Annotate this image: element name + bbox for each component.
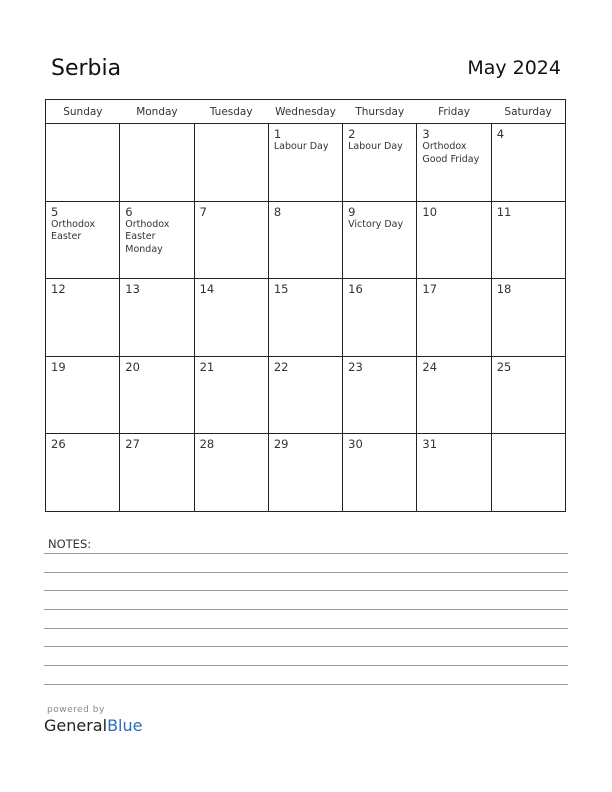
day-number: 20	[125, 359, 140, 374]
brand-blue: Blue	[107, 716, 143, 735]
calendar-day-cell	[46, 201, 120, 279]
calendar-day-cell	[343, 434, 417, 512]
calendar-day-cell	[268, 279, 342, 357]
note-line	[44, 646, 568, 647]
holiday-label: Orthodox Easter Monday	[125, 218, 170, 255]
calendar-week-row	[46, 356, 566, 434]
calendar-grid	[45, 99, 566, 512]
day-number: 23	[348, 359, 363, 374]
weekday-header-row	[46, 100, 566, 124]
calendar-day-cell	[343, 201, 417, 279]
day-number: 27	[125, 437, 140, 452]
holiday-label: Orthodox Good Friday	[422, 141, 480, 165]
powered-by-text: powered by	[47, 705, 105, 715]
day-number: 22	[273, 359, 289, 374]
calendar-day-cell	[268, 356, 342, 434]
day-number: 30	[348, 437, 363, 452]
calendar-day-cell	[417, 201, 491, 279]
day-number: 18	[496, 282, 512, 297]
generalblue-logo	[44, 716, 142, 735]
day-number: 6	[125, 204, 133, 219]
day-number: 14	[199, 282, 215, 297]
weekday-sunday: Sunday	[46, 100, 120, 124]
day-number: 7	[199, 204, 207, 219]
calendar-day-cell	[120, 279, 194, 357]
calendar-day-cell	[417, 124, 491, 202]
note-line	[44, 609, 568, 610]
calendar-day-cell	[268, 201, 342, 279]
calendar-day-cell	[343, 124, 417, 202]
day-number: 8	[273, 204, 282, 219]
weekday-tuesday: Tuesday	[194, 100, 268, 124]
weekday-friday: Friday	[417, 100, 491, 124]
calendar-day-cell	[491, 279, 565, 357]
day-number: 3	[422, 127, 430, 141]
calendar-day-cell	[417, 434, 491, 512]
day-number: 31	[422, 437, 438, 452]
note-line	[44, 553, 568, 554]
calendar-day-cell	[120, 124, 194, 202]
calendar-day-cell	[194, 434, 268, 512]
weekday-saturday: Saturday	[491, 100, 565, 124]
weekday-monday: Monday	[120, 100, 194, 124]
calendar-day-cell	[46, 356, 120, 434]
calendar-day-cell	[491, 434, 565, 512]
day-number: 16	[348, 282, 363, 297]
calendar-day-cell	[491, 201, 565, 279]
weekday-thursday: Thursday	[343, 100, 417, 124]
calendar-week-row	[46, 124, 566, 202]
calendar-week-row	[46, 434, 566, 512]
calendar-day-cell	[194, 356, 268, 434]
weekday-wednesday: Wednesday	[268, 100, 342, 124]
holiday-label: Labour Day	[348, 141, 403, 152]
calendar-day-cell	[491, 356, 565, 434]
day-number: 1	[273, 127, 282, 141]
holiday-label: Victory Day	[348, 218, 404, 230]
calendar-week-row	[46, 279, 566, 357]
month-year-title: May 2024	[467, 57, 561, 79]
day-number: 11	[496, 204, 512, 219]
calendar-day-cell	[120, 356, 194, 434]
brand-general: General	[44, 716, 108, 735]
calendar-day-cell	[120, 434, 194, 512]
calendar-day-cell	[46, 434, 120, 512]
holiday-label: Orthodox Easter	[51, 218, 96, 243]
calendar-day-cell	[417, 356, 491, 434]
day-number: 25	[496, 359, 512, 374]
day-number: 17	[422, 282, 438, 297]
calendar-day-cell	[120, 201, 194, 279]
day-number: 28	[199, 437, 215, 452]
calendar-day-cell	[268, 434, 342, 512]
calendar-day-cell	[194, 124, 268, 202]
notes-label: NOTES:	[48, 537, 92, 551]
calendar-day-cell	[417, 279, 491, 357]
calendar-day-cell	[46, 124, 120, 202]
day-number: 4	[496, 127, 505, 141]
note-line	[44, 684, 568, 685]
calendar-week-row	[46, 201, 566, 279]
day-number: 13	[125, 282, 140, 297]
day-number: 5	[51, 204, 59, 219]
calendar-day-cell	[46, 279, 120, 357]
calendar-day-cell	[194, 279, 268, 357]
day-number: 26	[51, 437, 66, 452]
calendar-day-cell	[194, 201, 268, 279]
day-number: 19	[51, 359, 66, 374]
day-number: 15	[273, 282, 289, 297]
day-number: 29	[273, 437, 289, 452]
calendar-day-cell	[343, 356, 417, 434]
note-line	[44, 590, 568, 591]
day-number: 21	[199, 359, 215, 374]
note-line	[44, 665, 568, 666]
note-line	[44, 572, 568, 573]
calendar-day-cell	[491, 124, 565, 202]
country-title: Serbia	[51, 56, 122, 81]
calendar-day-cell	[343, 279, 417, 357]
note-line	[44, 628, 568, 629]
day-number: 9	[348, 204, 356, 219]
holiday-label: Labour Day	[273, 141, 329, 152]
calendar-body	[46, 124, 566, 512]
day-number: 2	[348, 127, 356, 141]
calendar-day-cell	[268, 124, 342, 202]
day-number: 24	[422, 359, 438, 374]
day-number: 12	[51, 282, 66, 297]
day-number: 10	[422, 204, 438, 219]
